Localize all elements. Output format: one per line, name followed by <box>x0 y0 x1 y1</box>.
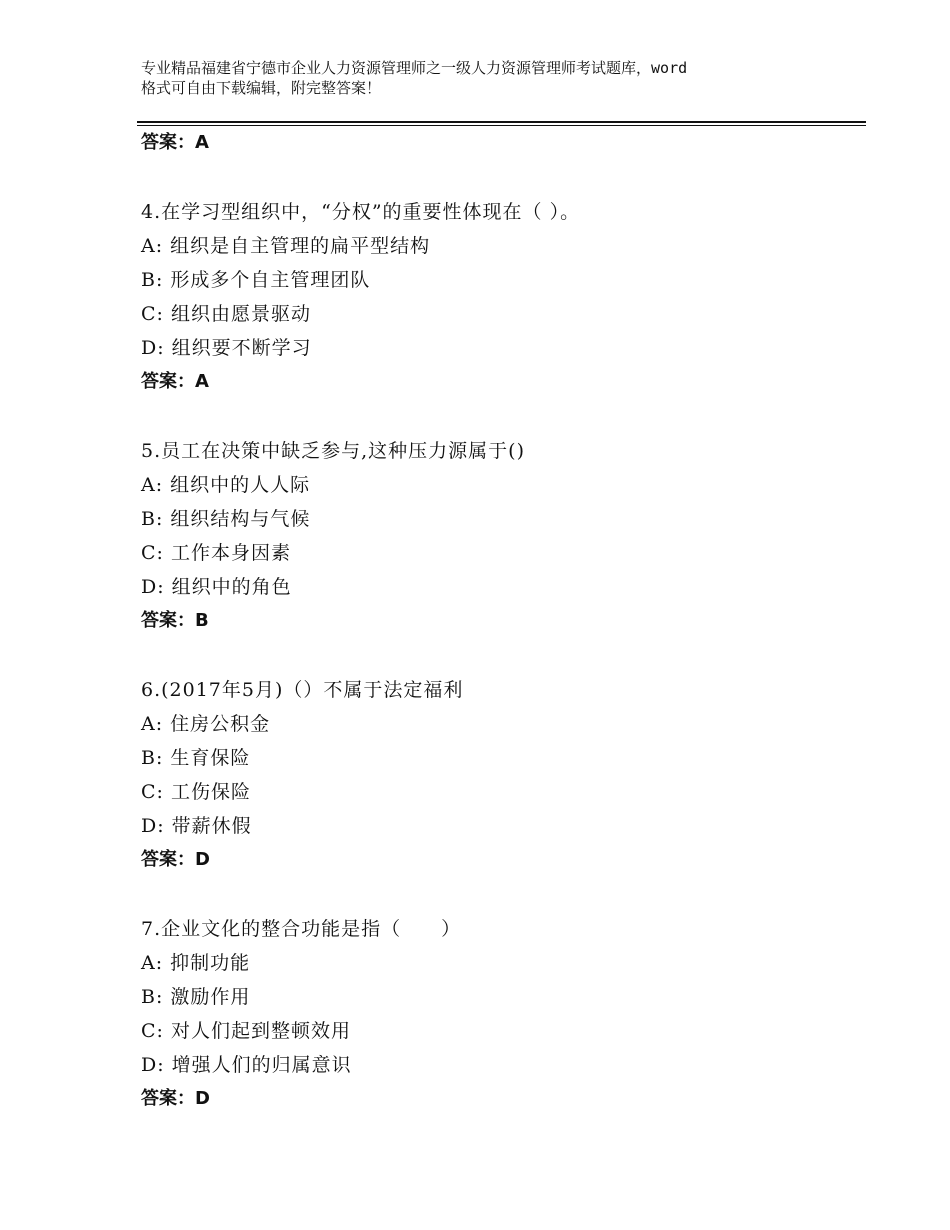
option-a: A: 住房公积金 <box>141 713 271 735</box>
header-divider-thin-line <box>137 125 866 126</box>
option-b: B: 激励作用 <box>141 986 251 1008</box>
answer-line: 答案：D <box>141 1088 210 1109</box>
option-d: D: 增强人们的归属意识 <box>141 1054 352 1076</box>
question-stem: 4.在学习型组织中，“分权”的重要性体现在（ ）。 <box>141 201 581 223</box>
option-b: B: 形成多个自主管理团队 <box>141 269 371 291</box>
question-stem: 6.(2017年5月)（）不属于法定福利 <box>141 679 464 701</box>
option-d: D: 组织要不断学习 <box>141 337 312 359</box>
answer-line: 答案：B <box>141 610 209 631</box>
header-divider <box>137 121 866 126</box>
option-d: D: 组织中的角色 <box>141 576 292 598</box>
question-stem: 7.企业文化的整合功能是指（ ） <box>141 918 462 940</box>
header-title-line-2: 格式可自由下载编辑，附完整答案！ <box>141 79 382 97</box>
header-title-line-1: 专业精品福建省宁德市企业人力资源管理师之一级人力资源管理师考试题库，word <box>141 59 688 77</box>
question-7 <box>141 918 861 1122</box>
question-stem: 5.员工在决策中缺乏参与,这种压力源属于() <box>141 440 525 462</box>
option-a: A: 抑制功能 <box>141 952 251 974</box>
header-divider-thick-line <box>137 121 866 123</box>
option-c: C: 工伤保险 <box>141 781 251 803</box>
answer-line: 答案：D <box>141 849 210 870</box>
option-b: B: 生育保险 <box>141 747 251 769</box>
option-c: C: 工作本身因素 <box>141 542 291 564</box>
option-b: B: 组织结构与气候 <box>141 508 311 530</box>
option-a: A: 组织是自主管理的扁平型结构 <box>141 235 431 257</box>
question-4 <box>141 201 861 405</box>
question-5 <box>141 440 861 644</box>
option-d: D: 带薪休假 <box>141 815 252 837</box>
document-header <box>141 58 841 98</box>
option-c: C: 组织由愿景驱动 <box>141 303 311 325</box>
carryover-answer: 答案：A <box>141 132 209 153</box>
option-c: C: 对人们起到整顿效用 <box>141 1020 351 1042</box>
question-6 <box>141 679 861 883</box>
answer-line: 答案：A <box>141 371 209 392</box>
option-a: A: 组织中的人人际 <box>141 474 311 496</box>
